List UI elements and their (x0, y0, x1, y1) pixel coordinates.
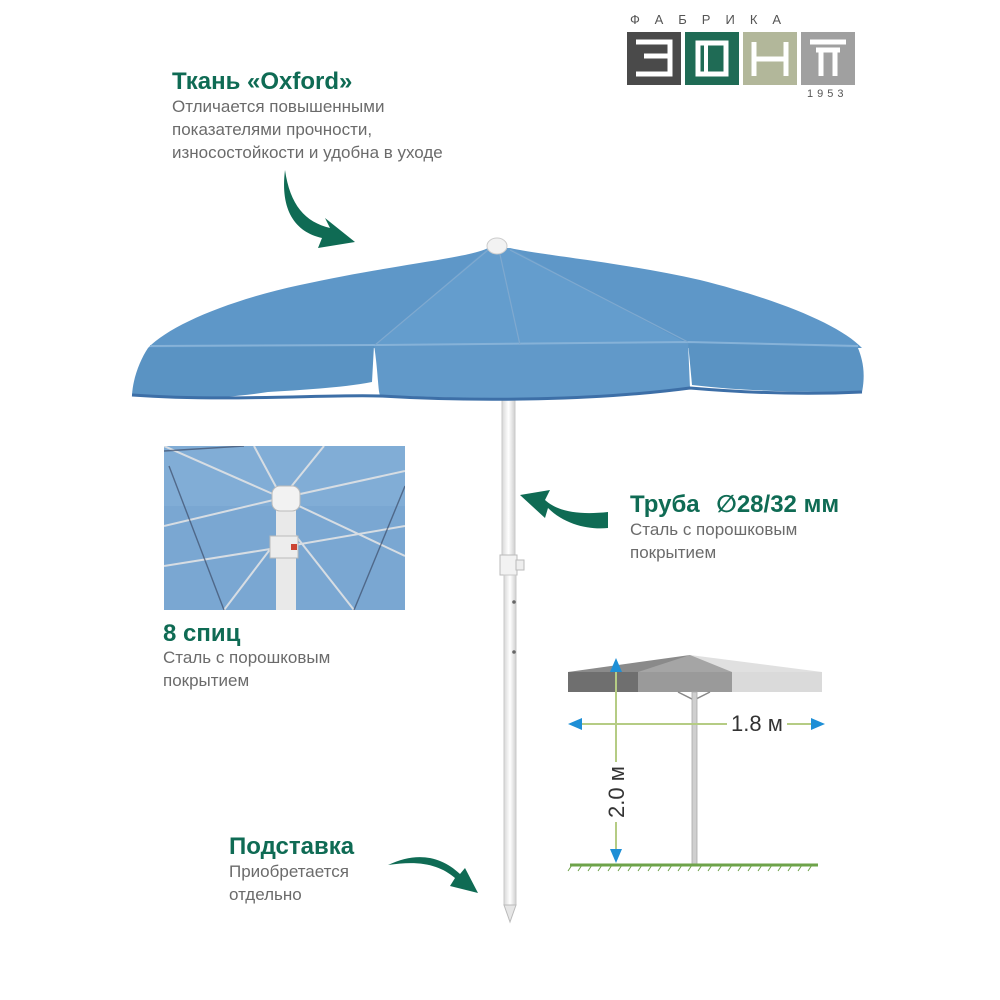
logo-top-text: ФАБРИКА (630, 12, 797, 27)
fabric-title: Ткань «Oxford» (172, 68, 353, 95)
spokes-description (163, 646, 330, 692)
stand-line-1: Приобретается (229, 862, 349, 881)
stand-title: Подставка (229, 833, 355, 860)
fabric-line-3: износостойкости и удобна в уходе (172, 143, 443, 162)
dimension-diagram (560, 650, 830, 875)
spokes-photo (164, 446, 405, 610)
tube-diameter: ∅28/32 мм (716, 491, 840, 518)
spokes-title: 8 спиц (163, 620, 241, 647)
logo-year: 1953 (807, 88, 848, 100)
width-label: 1.8 м (727, 711, 787, 737)
spokes-line-1: Сталь с порошковым (163, 648, 331, 667)
stand-description (229, 860, 349, 906)
stand-line-2: отдельно (229, 885, 302, 904)
umbrella-pole (500, 395, 524, 922)
arrow-tube-icon (520, 490, 608, 528)
tube-line-2: покрытием (630, 543, 717, 562)
arrow-fabric-icon (284, 170, 355, 248)
umbrella-canopy (132, 238, 864, 399)
spokes-line-2: покрытием (163, 671, 250, 690)
arrow-stand-icon (388, 857, 478, 893)
tube-title-row (630, 491, 839, 519)
fabric-line-2: показателями прочности, (172, 120, 373, 139)
tube-line-1: Сталь с порошковым (630, 520, 798, 539)
height-label: 2.0 м (604, 762, 630, 822)
fabric-line-1: Отличается повышенными (172, 97, 385, 116)
tube-description (630, 518, 797, 564)
tube-title: Труба (630, 491, 700, 518)
